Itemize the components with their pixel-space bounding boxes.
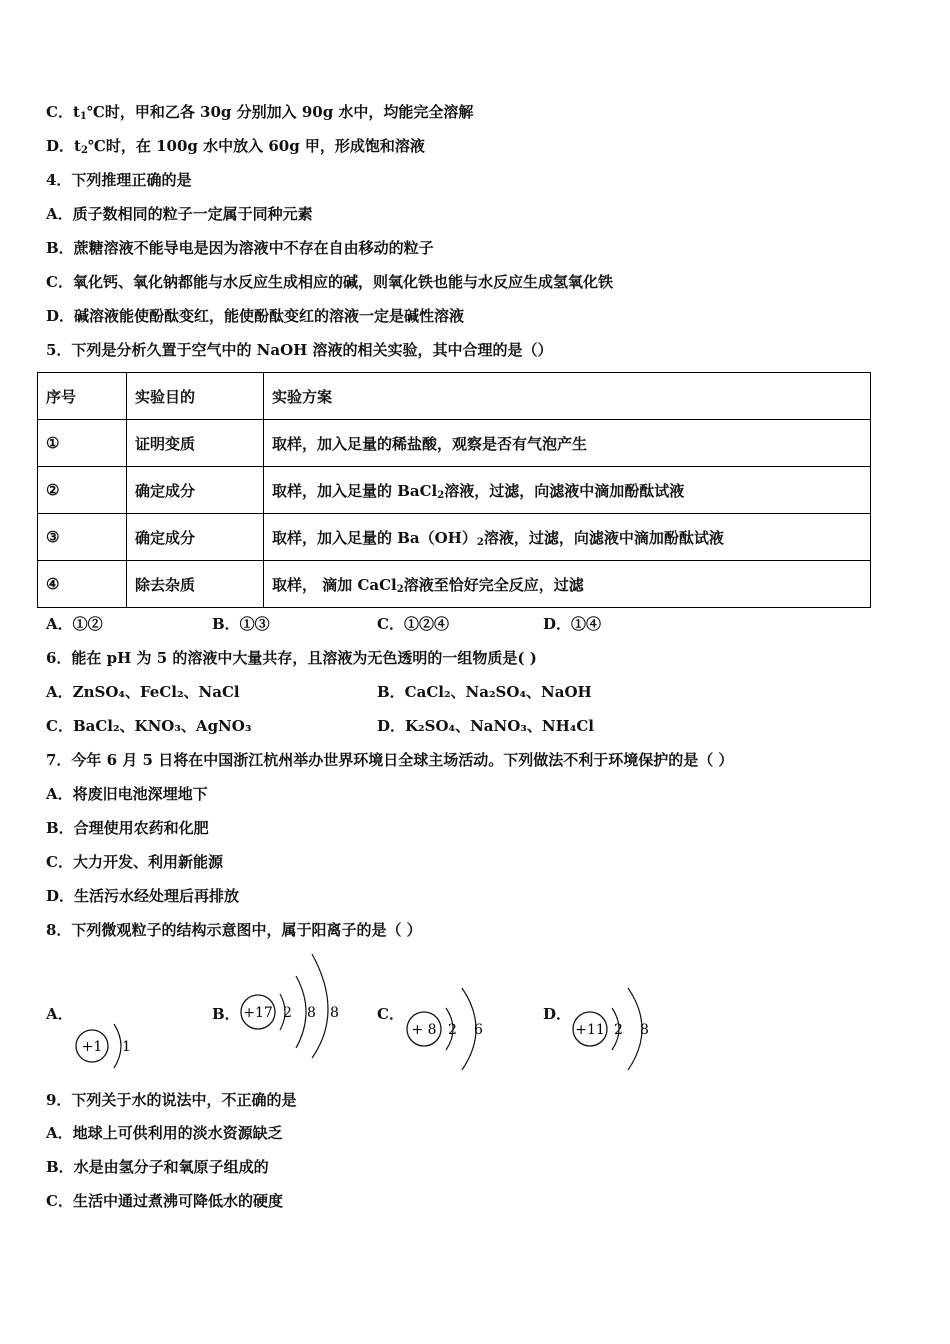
header-number: 序号 [38,373,127,420]
nucleus-label: +1 [81,1039,103,1055]
nucleus-label: + 8 [411,1022,437,1038]
shell-label: 1 [122,1039,131,1055]
nucleus-label: +17 [243,1005,273,1021]
row-number: ① [38,420,127,467]
shell-label: 2 [448,1022,457,1038]
atom-diagram-b [236,950,356,1064]
table-row [38,420,871,467]
row-goal: 除去杂质 [127,561,264,608]
q7-option-d: D．生活污水经处理后再排放 [46,887,240,905]
row-number: ④ [38,561,127,608]
q5-option-d: D．①④ [543,615,602,633]
q5-option-a: A．①② [46,615,103,633]
q8-label-a: A． [46,1005,73,1023]
q8-label-d: D． [543,1005,572,1023]
row-plan: 取样，加入足量的 BaCl$_2$溶液，过滤，向滤液中滴加酚酞试液 [264,467,871,514]
q5-stem: 5．下列是分析久置于空气中的 NaOH 溶液的相关实验，其中合理的是（） [46,341,553,359]
header-plan: 实验方案 [264,373,871,420]
q9-option-c: C．生活中通过煮沸可降低水的硬度 [46,1192,283,1210]
table-row [38,561,871,608]
atom-diagram-c [402,984,492,1078]
q6-stem: 6．能在 pH 为 5 的溶液中大量共存，且溶液为无色透明的一组物质是( ) [46,649,537,667]
q7-option-b: B．合理使用农药和化肥 [46,819,209,837]
row-goal: 确定成分 [127,514,264,561]
q4-stem: 4．下列推理正确的是 [46,171,192,189]
q4-option-b: B．蔗糖溶液不能导电是因为溶液中不存在自由移动的粒子 [46,239,434,257]
shell-label: 8 [307,1005,316,1021]
q8-label-c: C． [377,1005,404,1023]
header-goal: 实验目的 [127,373,264,420]
shell-label: 2 [614,1022,623,1038]
q8-stem: 8．下列微观粒子的结构示意图中，属于阳离子的是（ ） [46,921,422,939]
q3-option-d: D．$t_2℃$时，在 100g 水中放入 60g 甲，形成饱和溶液 [46,137,425,156]
atom-diagram-a [70,1014,140,1078]
row-goal: 证明变质 [127,420,264,467]
q5-experiment-table [37,372,871,608]
table-row [38,467,871,514]
q5-option-c: C．①②④ [377,615,449,633]
q6-option-c: C．BaCl₂、KNO₃、AgNO₃ [46,717,252,735]
q5-option-b: B．①③ [212,615,270,633]
q6-option-b: B．CaCl₂、Na₂SO₄、NaOH [377,683,592,701]
row-plan: 取样，加入足量的 $Ba(OH)_2$溶液，过滤，向滤液中滴加酚酞试液 [264,514,871,561]
row-plan: 取样，加入足量的稀盐酸，观察是否有气泡产生 [264,420,871,467]
table-row [38,514,871,561]
q4-option-a: A．质子数相同的粒子一定属于同种元素 [46,205,313,223]
q4-option-d: D．碱溶液能使酚酞变红，能使酚酞变红的溶液一定是碱性溶液 [46,307,465,325]
shell-label: 6 [474,1022,483,1038]
row-number: ③ [38,514,127,561]
shell-label: 8 [330,1005,339,1021]
row-plan: 取样， 滴加 CaCl$_2$溶液至恰好完全反应，过滤 [264,561,871,608]
q9-option-a: A．地球上可供利用的淡水资源缺乏 [46,1124,283,1142]
q7-stem: 7．今年 6 月 5 日将在中国浙江杭州举办世界环境日全球主场活动。下列做法不利于环境保护的是（ ） [46,751,734,769]
q9-stem: 9．下列关于水的说法中，不正确的是 [46,1091,297,1109]
table-header-row [38,373,871,420]
atom-diagram-d [568,984,658,1078]
q3-option-c: C．$t_1℃$时，甲和乙各 30g 分别加入 90g 水中，均能完全溶解 [46,103,474,122]
nucleus-label: +11 [575,1022,605,1038]
q6-option-a: A．ZnSO₄、FeCl₂、NaCl [46,683,240,701]
shell-label: 2 [283,1005,292,1021]
row-number: ② [38,467,127,514]
q4-option-c: C．氧化钙、氧化钠都能与水反应生成相应的碱，则氧化铁也能与水反应生成氢氧化铁 [46,273,613,291]
shell-label: 8 [640,1022,649,1038]
q7-option-c: C．大力开发、利用新能源 [46,853,223,871]
q7-option-a: A．将废旧电池深埋地下 [46,785,208,803]
q9-option-b: B．水是由氢分子和氧原子组成的 [46,1158,269,1176]
row-goal: 确定成分 [127,467,264,514]
q6-option-d: D．K₂SO₄、NaNO₃、NH₄Cl [377,717,594,735]
q8-label-b: B． [212,1005,240,1023]
